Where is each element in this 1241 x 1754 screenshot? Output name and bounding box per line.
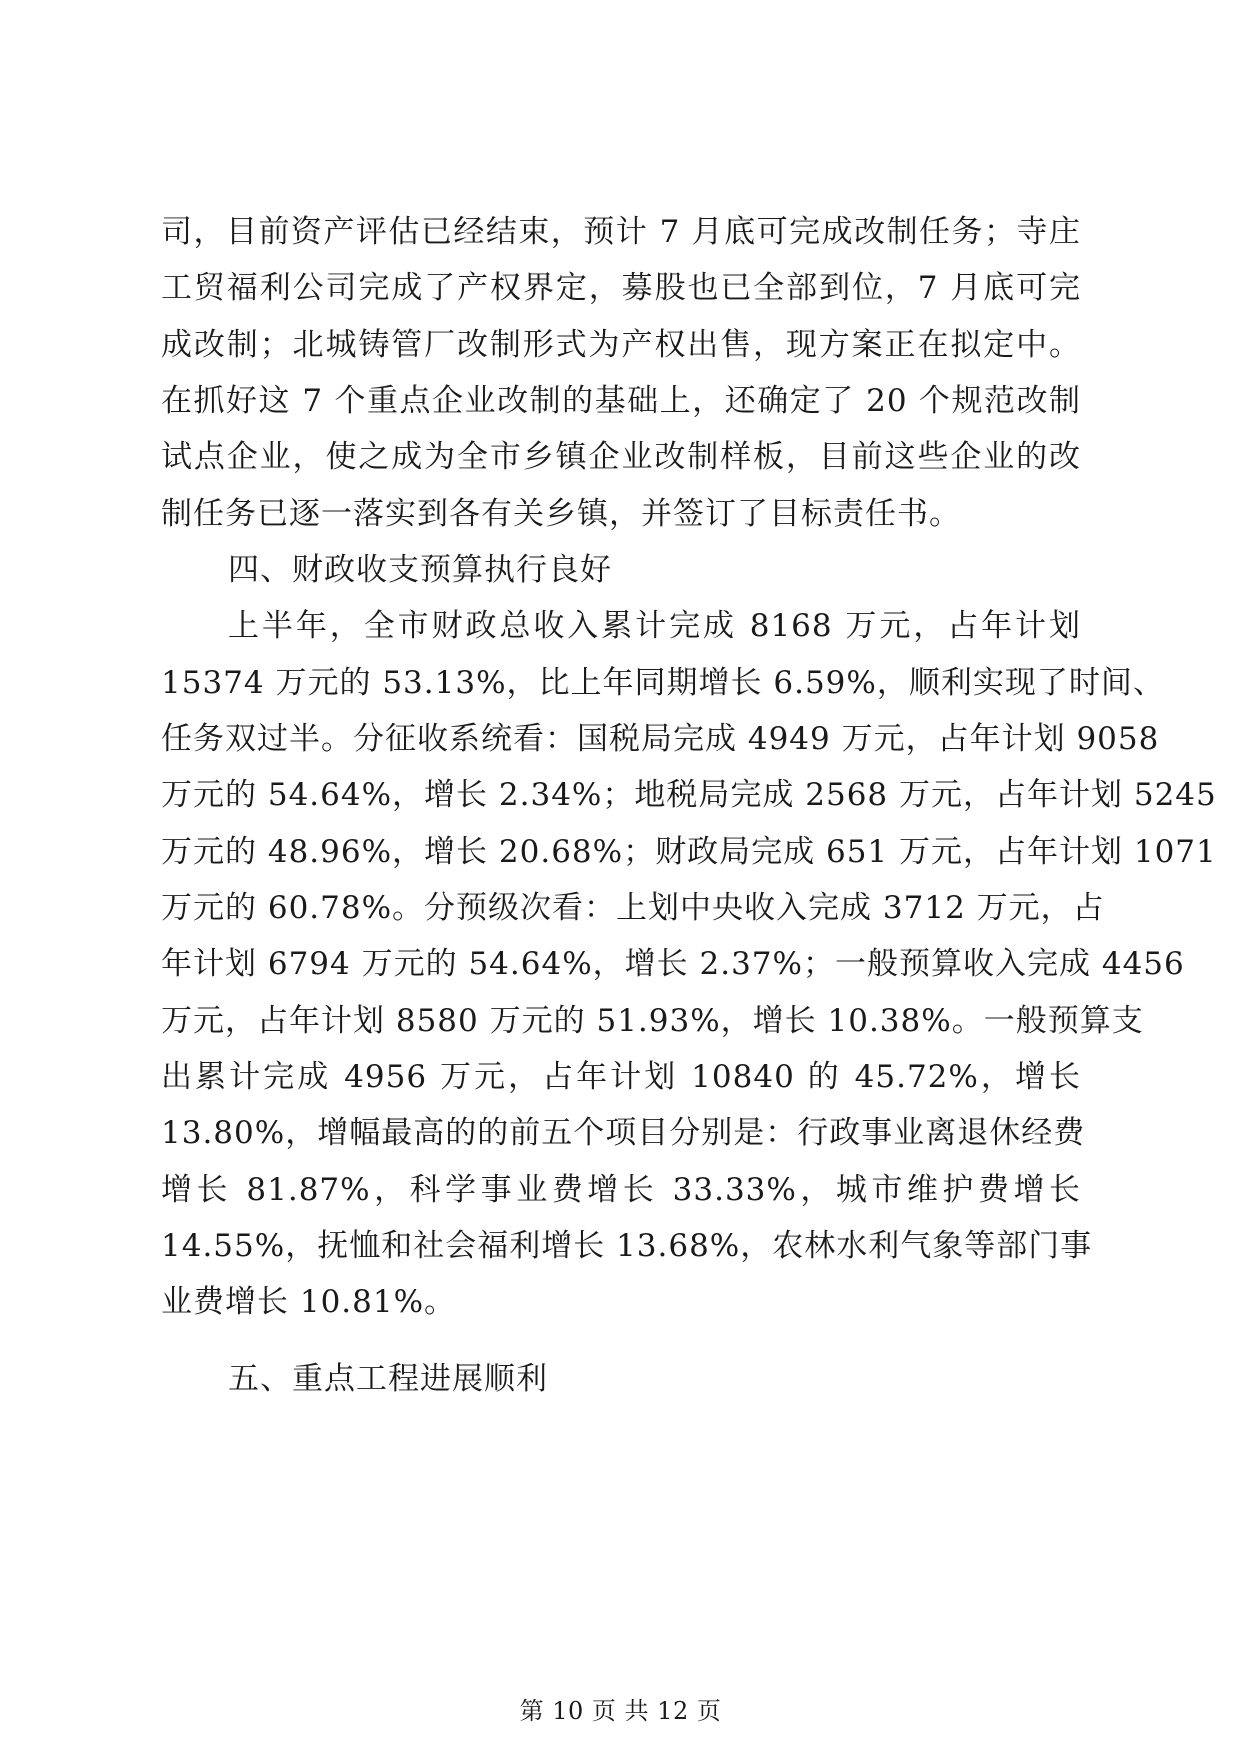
- paragraph-line: 在抓好这 7 个重点企业改制的基础上，还确定了 20 个规范改制: [161, 383, 1081, 419]
- paragraph-line: 万元的 60.78%。分预级次看：上划中央收入完成 3712 万元，占: [161, 890, 1105, 926]
- paragraph-line: 工贸福利公司完成了产权界定，募股也已全部到位，7 月底可完: [161, 270, 1081, 306]
- paragraph-line: 任务双过半。分征收系统看：国税局完成 4949 万元，占年计划 9058: [161, 721, 1160, 757]
- paragraph-line: 15374 万元的 53.13%，比上年同期增长 6.59%，顺利实现了时间、: [161, 665, 1165, 701]
- paragraph-line: 业费增长 10.81%。: [161, 1284, 457, 1320]
- paragraph-line: 上半年，全市财政总收入累计完成 8168 万元，占年计划: [228, 608, 1081, 644]
- section-heading: 五、重点工程进展顺利: [228, 1361, 548, 1397]
- paragraph-line: 万元的 48.96%，增长 20.68%；财政局完成 651 万元，占年计划 1071: [161, 834, 1217, 870]
- paragraph-line: 14.55%，抚恤和社会福利增长 13.68%，农林水利气象等部门事: [161, 1228, 1093, 1264]
- paragraph-line: 制任务已逐一落实到各有关乡镇，并签订了目标责任书。: [161, 496, 961, 532]
- paragraph-line: 万元，占年计划 8580 万元的 51.93%，增长 10.38%。一般预算支: [161, 1003, 1144, 1039]
- paragraph-line: 万元的 54.64%，增长 2.34%；地税局完成 2568 万元，占年计划 5245: [161, 777, 1217, 813]
- paragraph-line: 试点企业，使之成为全市乡镇企业改制样板，目前这些企业的改: [161, 439, 1081, 475]
- paragraph-line: 司，目前资产评估已经结束，预计 7 月底可完成改制任务；寺庄: [161, 214, 1081, 250]
- paragraph-line: 13.80%，增幅最高的的前五个项目分别是：行政事业离退休经费: [161, 1115, 1086, 1151]
- page-number-footer: 第 10 页 共 12 页: [519, 1697, 722, 1725]
- paragraph-line: 增长 81.87%，科学事业费增长 33.33%，城市维护费增长: [161, 1172, 1081, 1208]
- section-heading: 四、财政收支预算执行良好: [228, 552, 612, 588]
- paragraph-line: 成改制；北城铸管厂改制形式为产权出售，现方案正在拟定中。: [161, 327, 1081, 363]
- paragraph-line: 出累计完成 4956 万元，占年计划 10840 的 45.72%，增长: [161, 1059, 1081, 1095]
- paragraph-line: 年计划 6794 万元的 54.64%，增长 2.37%；一般预算收入完成 4456: [161, 946, 1185, 982]
